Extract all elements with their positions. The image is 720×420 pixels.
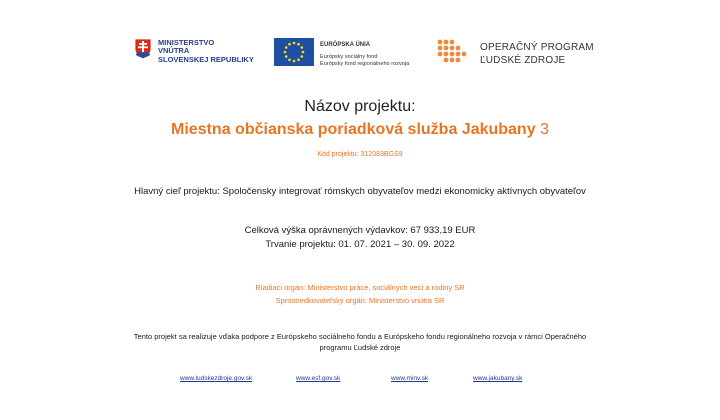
links-footer xyxy=(0,375,720,387)
funding-note xyxy=(0,331,720,353)
slovak-coat-of-arms-icon xyxy=(134,38,152,65)
eu-text: EURÓPSKA ÚNIA Európsky sociálny fond Európsky fond regionálneho rozvoja xyxy=(320,41,410,67)
eu-logo xyxy=(274,38,409,71)
project-title-text: Miestna občianska poriadková služba Jakubany xyxy=(171,121,536,138)
managing-body: Riadiaci orgán: Ministerstvo práce, sociálnych vecí a rodiny SR xyxy=(255,283,465,292)
project-title xyxy=(0,121,720,139)
eu-flag-icon xyxy=(274,38,314,71)
project-title-number: 3 xyxy=(540,121,549,138)
link-minv[interactable]: www.minv.sk xyxy=(391,375,429,382)
op-program-name: OPERAČNÝ PROGRAM ĽUDSKÉ ZDROJE xyxy=(480,42,594,66)
project-goal: Hlavný cieľ projektu: Spoločensky integrovať rómskych obyvateľov medzi ekonomicky aktívnych obyvateľov xyxy=(134,186,586,197)
op-dots-icon xyxy=(436,38,470,71)
project-label: Názov projektu: xyxy=(304,98,416,115)
project-duration: Trvanie projektu: 01. 07. 2021 – 30. 09. 2022 xyxy=(265,239,455,250)
intermediate-body: Sprostredkovateľský orgán: Ministerstvo vnútra SR xyxy=(275,296,445,305)
link-esf[interactable]: www.esf.gov.sk xyxy=(296,375,341,382)
link-ludskezdroje[interactable]: www.ludskezdroje.gov.sk xyxy=(180,375,253,382)
funding-note-line-1: Tento projekt sa realizuje vďaka podpore z Európskeho sociálneho fondu a Európskeho fondu regionálneho rozvoja v rámci Operačného xyxy=(133,332,587,341)
funding-note-line-2: programu Ľudské zdroje xyxy=(319,343,401,352)
ministry-name: MINISTERSTVO VNÚTRA SLOVENSKEJ REPUBLIKY xyxy=(158,37,254,64)
link-jakubany[interactable]: www.jakubany.sk xyxy=(473,375,523,382)
ministry-logo xyxy=(134,38,254,65)
project-code: Kód projektu: 312083BGS9 xyxy=(317,151,403,158)
logo-bar xyxy=(0,38,720,78)
project-cost: Celková výška oprávnených výdavkov: 67 933,19 EUR xyxy=(244,225,476,236)
op-logo xyxy=(436,38,594,71)
